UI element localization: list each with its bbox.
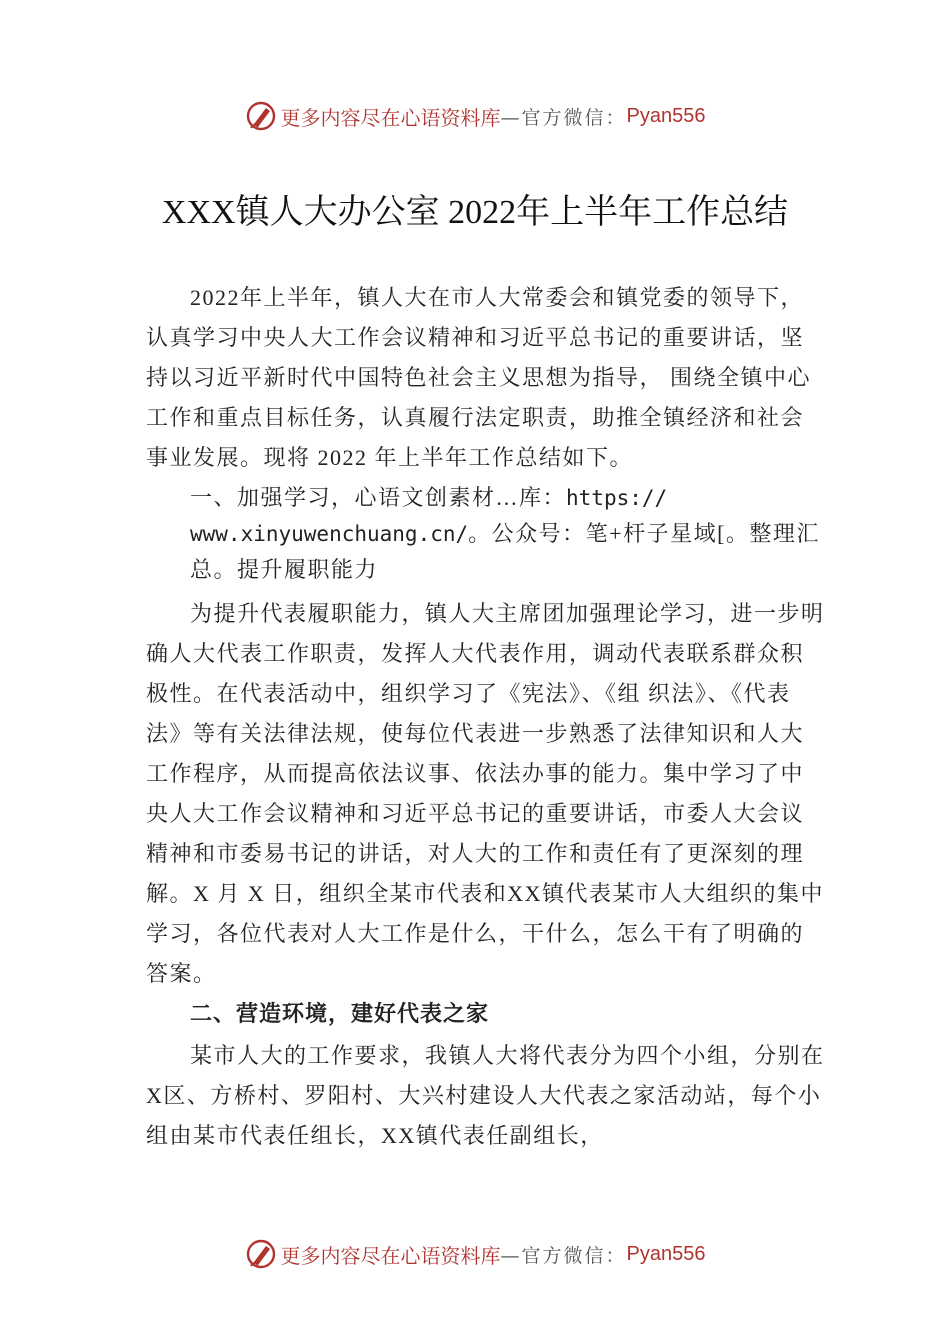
section1-prefix: 一、加强学习，心语文创素材…库：	[190, 485, 567, 510]
document-body	[146, 278, 826, 1156]
document-title: XXX镇人大办公室 2022年上半年工作总结	[161, 194, 789, 231]
footer-banner	[0, 1234, 950, 1274]
footer-main-text: 更多内容尽在心语资料库	[280, 1243, 501, 1268]
section1-url[interactable]: https:// www.xinyuwenchuang.cn/	[190, 486, 668, 546]
intro-paragraph: 2022年上半年，镇人大在市人大常委会和镇党委的领导下，认真学习中央人大工作会议精神和习近平总书记的重要讲话，坚持以习近平新时代中国特色社会主义思想为指导， 围绕全镇中心工作和重点目标任务，认真履行法定职责，助推全镇经济和社会事业发展。现将 2022 年上半年工作总结如下。	[146, 285, 812, 470]
footer-wechat-id: Pyan556	[626, 1242, 706, 1265]
banner-wechat-id: Pyan556	[626, 104, 706, 127]
banner-sub-text: —官方微信：	[500, 106, 627, 129]
header-banner	[0, 96, 950, 136]
section1-suffix: 。公众号：笔+杆子星域[。整理汇总。提升履职能力	[190, 521, 820, 582]
section2-paragraph: 某市人大的工作要求，我镇人大将代表分为四个小组，分别在X区、方桥村、罗阳村、大兴村建设人大代表之家活动站，每个小组由某市代表任组长，XX镇代表任副组长，	[146, 1043, 825, 1148]
banner-main-text: 更多内容尽在心语资料库	[280, 105, 501, 130]
pen-logo-icon	[245, 100, 277, 132]
pen-logo-icon	[245, 1238, 277, 1270]
footer-sub-text: —官方微信：	[500, 1244, 627, 1267]
section1-paragraph: 为提升代表履职能力，镇人大主席团加强理论学习，进一步明确人大代表工作职责，发挥人大代表作用，调动代表联系群众积极性。在代表活动中，组织学习了《宪法》、《组 织法》、《代表法》等有关法律法规，使每位代表进一步熟悉了法律知识和人大工作程序，从而提高依法议事、依法办事的能力。集中学习了中央人大工作会议精神和习近平总书记的重要讲话，市委人大会议精神和市委易书记的讲话，对人大的工作和责任有了更深刻的理解。X 月 X 日，组织全某市代表和XX镇代表某市人大组织的集中学习，各位代表对人大工作是什么，干什么，怎么干有了明确的答案。	[146, 601, 825, 986]
section2-heading: 二、营造环境，建好代表之家	[190, 1002, 490, 1027]
section1-heading	[146, 480, 826, 588]
